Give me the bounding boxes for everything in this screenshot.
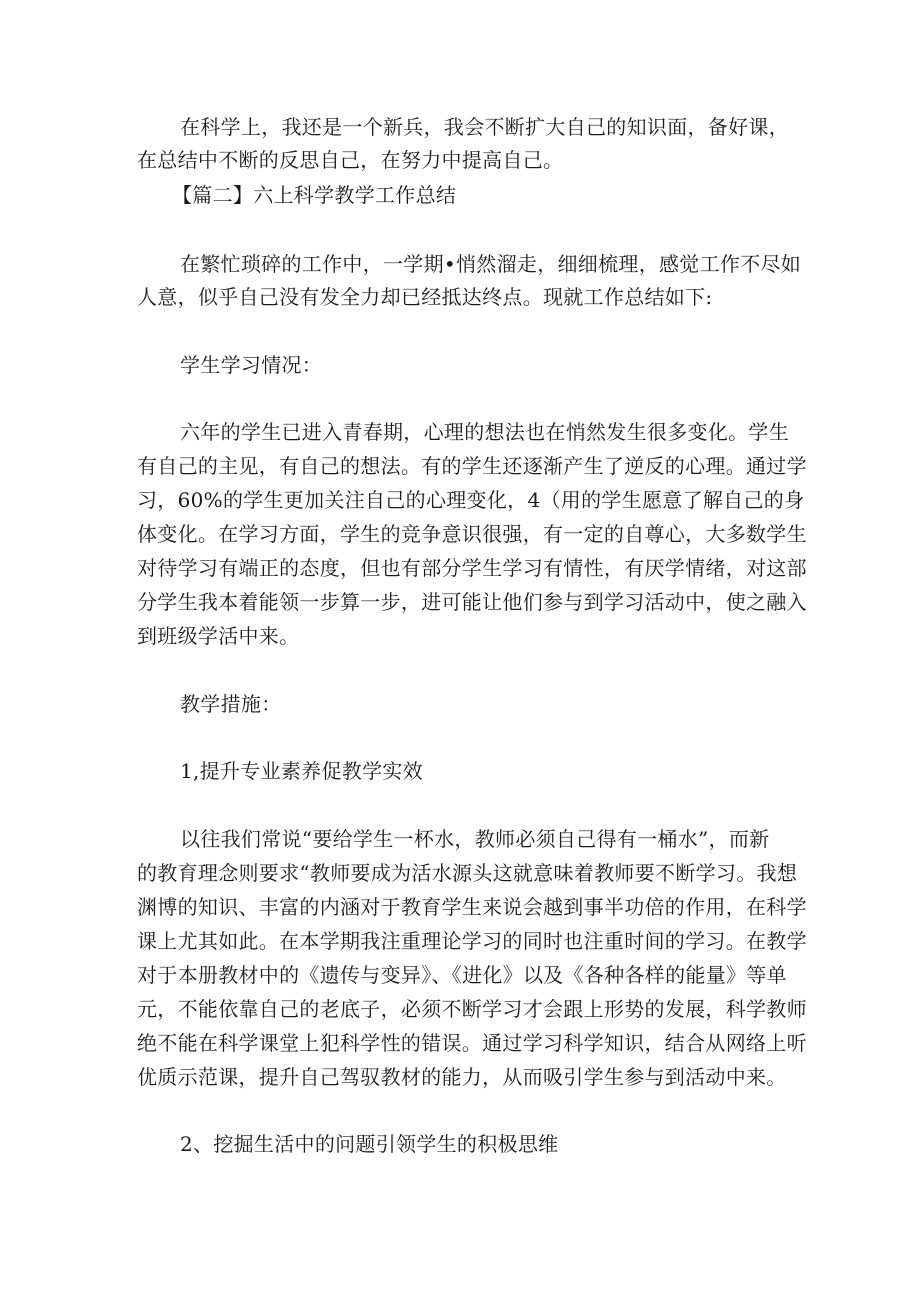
subsection-title: 学生学习情况： [180,353,323,377]
section-heading: 【篇二】六上科学教学工作总结 [172,183,457,207]
paragraph-line: 绝不能在科学课堂上犯科学性的错误。通过学习科学知识，结合从网络上听 [137,1031,807,1055]
paragraph-line: 元，不能依靠自己的老底子，必须不断学习才会跟上形势的发展，科学教师 [137,997,807,1021]
paragraph-line: 渊博的知识、丰富的内涵对于教育学生来说会越到事半功倍的作用，在科学 [137,895,807,919]
paragraph-line: 优质示范课，提升自己驾驭教材的能力，从而吸引学生参与到活动中来。 [137,1065,787,1089]
paragraph-line: 习，60%的学生更加关注自己的心理变化，4（用的学生愿意了解自己的身 [137,488,805,512]
paragraph-line: 在繁忙琐碎的工作中，一学期•悄然溜走，细细梳理，感觉工作不尽如 [180,252,802,276]
paragraph-line: 在总结中不断的反思自己，在努力中提高自己。 [137,148,564,172]
list-item-title: 1,提升专业素养促教学实效 [180,759,423,783]
paragraph-line: 对于本册教材中的《遗传与变异》、《进化》以及《各种各样的能量》等单 [137,963,787,987]
paragraph-line: 以往我们常说“要给学生一杯水，教师必须自己得有一桶水”，而新 [180,827,770,851]
subsection-title: 教学措施： [180,692,282,716]
paragraph-line: 六年的学生已进入青春期，心理的想法也在悄然发生很多变化。学生 [180,420,789,444]
paragraph-line: 在科学上，我还是一个新兵，我会不断扩大自己的知识面，备好课， [180,115,789,139]
list-item-title: 2、挖掘生活中的问题引领学生的积极思维 [180,1132,559,1156]
paragraph-line: 的教育理念则要求“教师要成为活水源头这就意味着教师要不断学习。我想 [137,861,798,885]
paragraph-line: 有自己的主见，有自己的想法。有的学生还逐渐产生了逆反的心理。通过学 [137,454,807,478]
paragraph-line: 人意，似乎自己没有发全力却已经抵达终点。现就工作总结如下: [137,285,713,309]
paragraph-line: 课上尤其如此。在本学期我注重理论学习的同时也注重时间的学习。在教学 [137,929,807,953]
paragraph-line: 体变化。在学习方面，学生的竞争意识很强，有一定的自尊心，大多数学生 [137,522,807,546]
paragraph-line: 分学生我本着能领一步算一步，进可能让他们参与到学习活动中，使之融入 [137,590,807,614]
paragraph-line: 到班级学活中来。 [137,624,300,648]
paragraph-line: 对待学习有端正的态度，但也有部分学生学习有情性，有厌学情绪，对这部 [137,556,807,580]
